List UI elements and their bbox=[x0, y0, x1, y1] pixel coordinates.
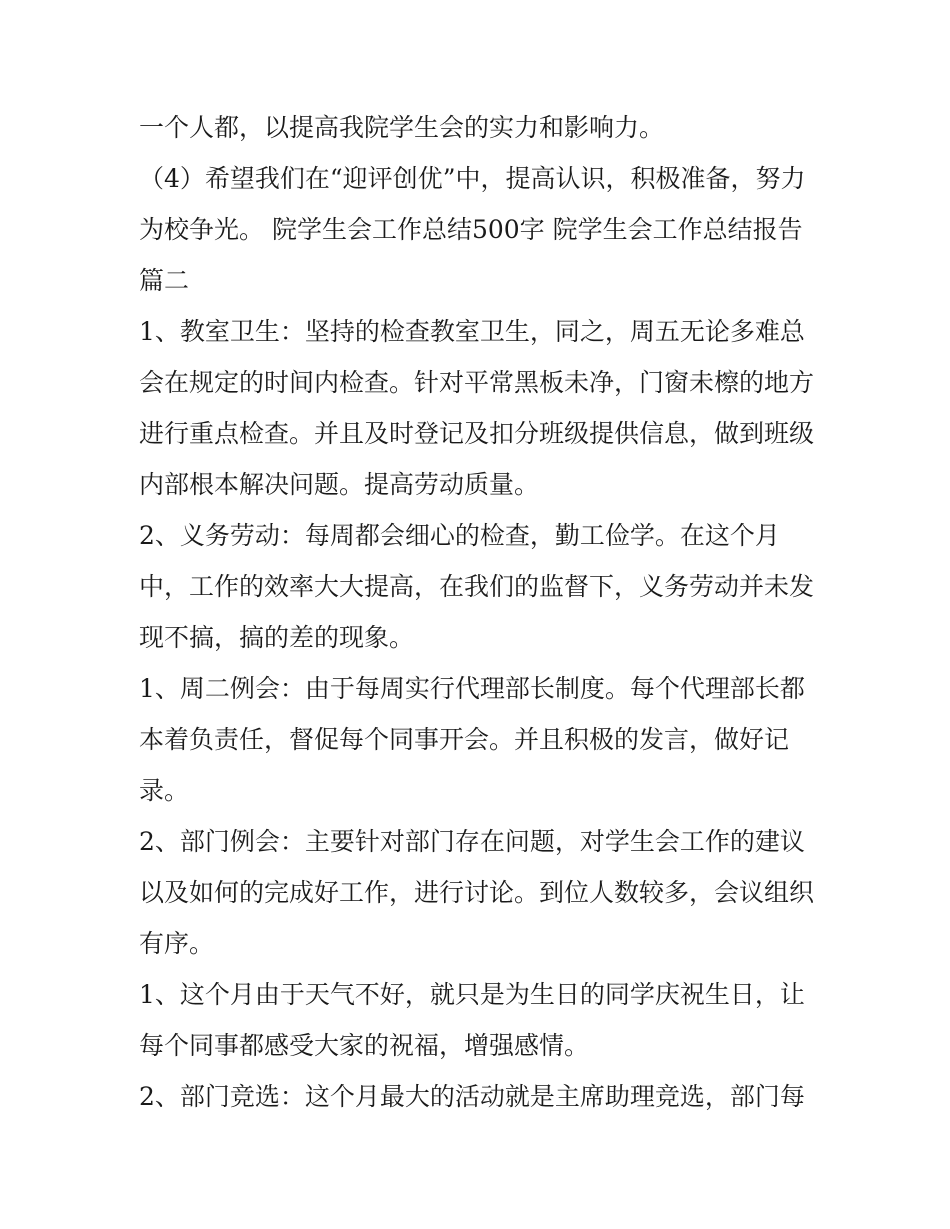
text-line: 有序。 bbox=[139, 929, 215, 958]
text-line: 一个人都，以提高我院学生会的实力和影响力。 bbox=[139, 113, 665, 142]
text-line: 为校争光。 院学生会工作总结500字 院学生会工作总结报告 bbox=[139, 215, 803, 244]
text-line: 进行重点检查。并且及时登记及扣分班级提供信息，做到班级 bbox=[139, 419, 815, 448]
text-line: 篇二 bbox=[139, 266, 190, 295]
text-line: 现不搞，搞的差的现象。 bbox=[139, 623, 415, 652]
text-line: 1、教室卫生：坚持的检查教室卫生，同之，周五无论多难总 bbox=[139, 317, 805, 346]
text-line: 2、义务劳动：每周都会细心的检查，勤工俭学。在这个月 bbox=[139, 521, 780, 550]
text-line: 以及如何的完成好工作，进行讨论。到位人数较多，会议组织 bbox=[139, 878, 815, 907]
text-line: （4）希望我们在“迎评创优”中，提高认识，积极准备，努力 bbox=[139, 164, 806, 193]
text-line: 1、周二例会：由于每周实行代理部长制度。每个代理部长都 bbox=[139, 674, 805, 703]
text-line: 本着负责任，督促每个同事开会。并且积极的发言，做好记 bbox=[139, 725, 790, 754]
text-line: 会在规定的时间内检查。针对平常黑板未净，门窗未檫的地方 bbox=[139, 368, 815, 397]
text-line: 中，工作的效率大大提高，在我们的监督下，义务劳动并未发 bbox=[139, 572, 815, 601]
text-line: 2、部门竞选：这个月最大的活动就是主席助理竞选，部门每 bbox=[139, 1082, 805, 1111]
text-line: 1、这个月由于天气不好，就只是为生日的同学庆祝生日，让 bbox=[139, 980, 805, 1009]
text-line: 录。 bbox=[139, 776, 190, 805]
text-line: 2、部门例会：主要针对部门存在问题，对学生会工作的建议 bbox=[139, 827, 805, 856]
text-line: 内部根本解决问题。提高劳动质量。 bbox=[139, 470, 540, 499]
text-line: 每个同事都感受大家的祝福，增强感情。 bbox=[139, 1031, 590, 1060]
